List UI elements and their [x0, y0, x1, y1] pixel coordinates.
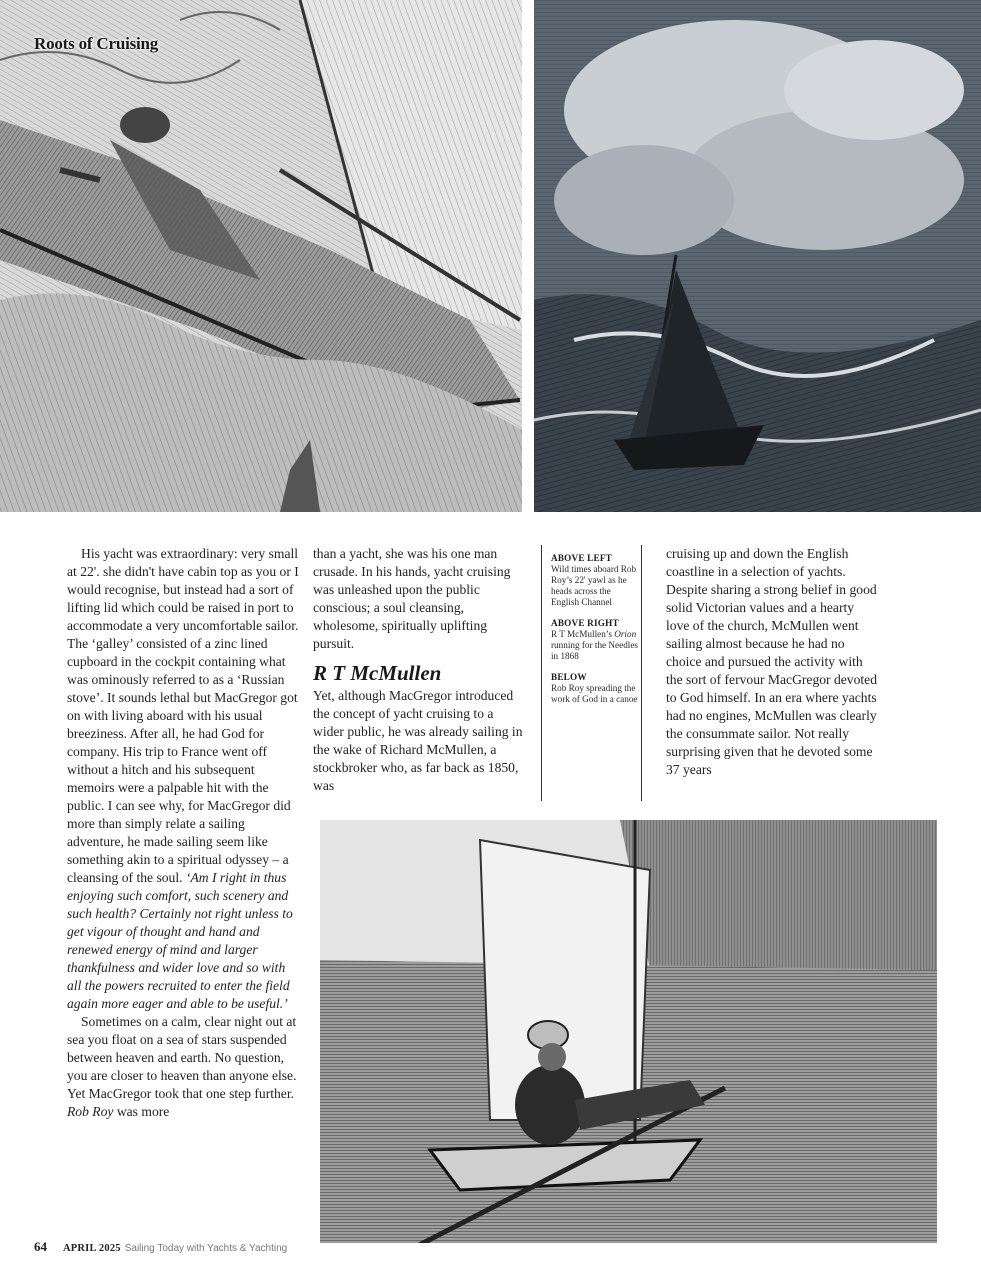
page-footer	[34, 1238, 287, 1256]
captions-column	[541, 545, 642, 801]
caption-heading: BELOW	[551, 672, 587, 682]
paragraph: His yacht was extraordinary: very small at 22'. she didn't have cabin top as you or I would recognise, but instead had a sort of lifting lid which could be raised in port to accommodate a very uncomfortable sailor. The ‘galley’ consisted of a zinc lined cupboard in the cockpit containing what was ominously referred to as a ‘Russian stove’. It sounds lethal but MacGregor got on with living aboard with his usual breeziness. After all, he had God for company. His trip to France went off without a hitch and his subsequent memoirs were a palpable hit with the public. I can see why, for MacGregor did more than simply relate a sailing adventure, he made sailing seem like something akin to a spiritual odyssey – a cleansing of the soul. ‘Am I right in thus enjoying such comfort, such scenery and such health? Certainly not right unless to get vigour of thought and hand and renewed energy of mind and larger thankfulness and wider love and so with all the powers recruited to enter the field again more eager and able to be useful.’	[67, 546, 299, 1011]
paragraph: Yet, although MacGregor introduced the concept of yacht cruising to a wider public, he was already sailing in the wake of Richard McMullen, a stockbroker who, as far back as 1850, was	[313, 688, 523, 793]
quote: ‘Am I right in thus enjoying such comfort, such scenery and such health? Certainly not right unless to get vigour of thought and hand and renewed energy of mind and larger thankfulness and wider love and so with all the powers recruited to enter the field again more eager and able to be useful.’	[67, 870, 293, 1011]
caption-heading: ABOVE RIGHT	[551, 618, 619, 628]
boat-name: Rob Roy	[67, 1104, 114, 1119]
issue-date: APRIL 2025	[63, 1243, 121, 1254]
caption-text: R T McMullen’s Orion running for the Needles in 1868	[551, 629, 638, 661]
paragraph: Sometimes on a calm, clear night out at sea you float on a sea of stars suspended between heaven and earth. No question, you are closer to heaven than anyone else. Yet MacGregor took that one step further. Rob Roy was more	[67, 1014, 297, 1119]
caption-text: Wild times aboard Rob Roy’s 22' yawl as he heads across the English Channel	[551, 564, 637, 607]
paragraph: cruising up and down the English coastline in a selection of yachts. Despite sharing a strong belief in good solid Victorian values and a hearty love of the church, McMullen went sailing almost because he had no choice and pursued the activity with the sort of fervour MacGregor devoted to God himself. In an era where yachts had no engines, McMullen was clearly the consummate sailor. Not really surprising given that he devoted some 37 years	[666, 546, 878, 777]
paragraph: than a yacht, she was his one man crusade. In his hands, yacht cruising was unleashed upon the public conscious; a soul cleansing, wholesome, spiritually uplifting pursuit.	[313, 546, 511, 651]
section-tag: Roots of Cruising	[34, 34, 159, 53]
caption-heading: ABOVE LEFT	[551, 553, 612, 563]
illustration-orion-storm	[534, 0, 981, 512]
body-column-2	[313, 545, 525, 795]
subheading: R T McMullen	[313, 661, 442, 685]
caption-text: Rob Roy spreading the work of God in a canoe	[551, 683, 638, 704]
body-column-1	[67, 545, 299, 1121]
illustration-rob-roy-canoe	[320, 820, 937, 1243]
magazine-title: Sailing Today with Yachts & Yachting	[124, 1243, 288, 1254]
body-column-4	[666, 545, 880, 779]
illustration-rob-roy-yawl	[0, 0, 522, 512]
page-number: 64	[34, 1239, 47, 1254]
